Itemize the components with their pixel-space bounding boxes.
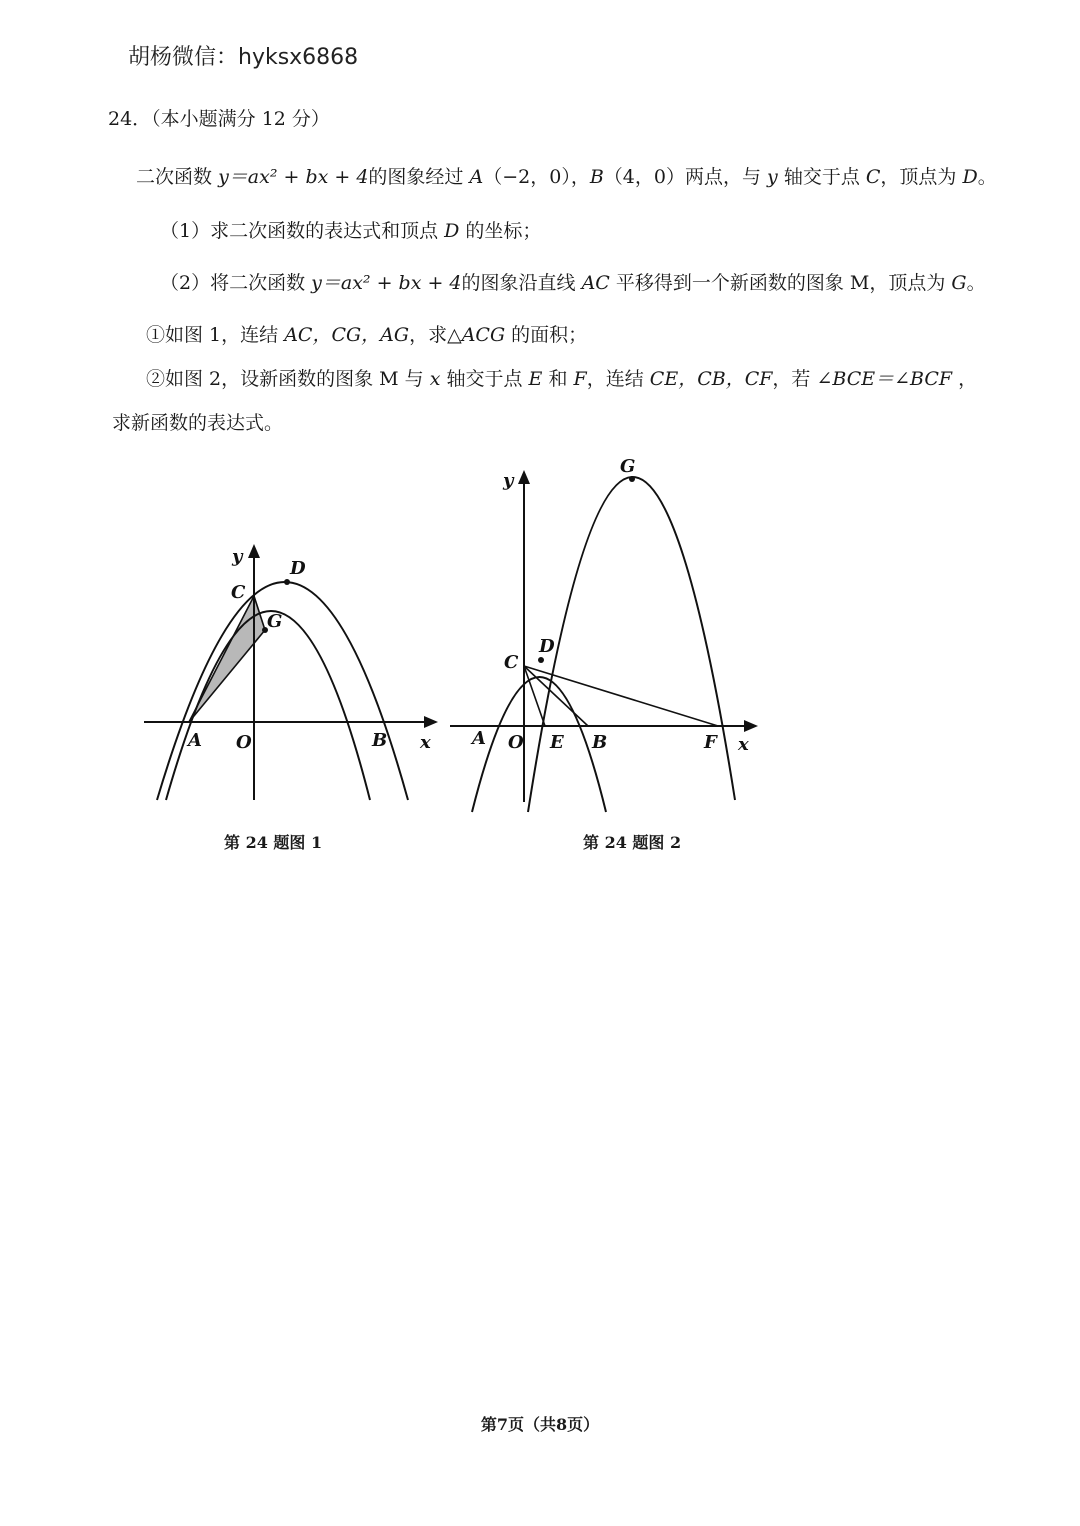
stem-text-1: 二次函数 — [136, 166, 213, 188]
stem-text-4: ，顶点为 — [880, 166, 957, 188]
sub-2-segments: CE，CB，CF — [649, 368, 773, 390]
sub-2-text-2: 轴交于点 — [446, 368, 523, 390]
fig1-parabola-original — [157, 582, 408, 800]
stem-text-3: 轴交于点 — [783, 166, 860, 188]
part-2-point-g: G — [951, 272, 967, 294]
fig1-label-a: A — [188, 730, 202, 751]
point-c-label: C — [865, 166, 881, 188]
sub-2-text-1: ②如图 2，设新函数的图象 M 与 — [146, 368, 424, 390]
fig2-label-y: y — [503, 470, 514, 491]
part-2-text-1: （2）将二次函数 — [160, 272, 306, 294]
fig1-label-b: B — [372, 730, 388, 751]
fig2-label-d: D — [539, 636, 555, 657]
fig1-segment-ac — [189, 596, 254, 722]
point-a-coords: （−2，0）， — [483, 166, 590, 188]
part-1-text-1: （1）求二次函数的表达式和顶点 — [160, 220, 439, 242]
figure-1-caption: 第 24 题图 1 — [224, 833, 323, 852]
sub-2-text-5: ，若 — [772, 368, 811, 390]
part-1-text-2: 的坐标； — [465, 220, 542, 242]
fig1-x-arrow — [424, 716, 438, 728]
point-d-label: D — [962, 166, 978, 188]
sub-2-text-4: ，连结 — [586, 368, 644, 390]
fig2-parabola-m — [528, 477, 735, 812]
sub-1-segments: AC，CG，AG — [284, 324, 410, 346]
fig2-label-g: G — [620, 456, 636, 477]
stem-text-5: 。 — [977, 166, 997, 188]
stem-text-2: 的图象经过 — [368, 166, 464, 188]
sub-2-angle-condition: ∠BCE＝∠BCF — [816, 368, 953, 390]
stem-equation: y＝ax² + bx + 4 — [218, 166, 369, 188]
fig2-vertex-d-dot — [538, 657, 544, 663]
fig2-label-o: O — [508, 732, 524, 753]
question-stem — [136, 162, 997, 189]
watermark-header: 胡杨微信：hyksx6868 — [128, 45, 359, 70]
part-2-text-2: 的图象沿直线 — [461, 272, 576, 294]
fig2-segment-cf — [524, 666, 718, 726]
sub-2-text-6: ， — [958, 368, 978, 390]
part-2 — [160, 268, 986, 295]
y-axis-symbol: y — [767, 166, 778, 188]
part-1 — [160, 216, 541, 243]
sub-2-point-e: E — [528, 368, 543, 390]
point-b-label: B — [589, 166, 604, 188]
fig1-label-g: G — [267, 611, 283, 632]
sub-question-2-continued: 求新函数的表达式。 — [112, 412, 284, 434]
part-2-line-ac: AC — [581, 272, 610, 294]
sub-2-text-3: 和 — [548, 368, 568, 390]
fig2-label-c: C — [504, 652, 519, 673]
fig1-label-y: y — [232, 546, 243, 567]
part-2-text-4: 。 — [966, 272, 986, 294]
fig2-label-e: E — [550, 732, 564, 753]
figure-2 — [440, 455, 770, 820]
fig2-segment-cb — [524, 666, 588, 726]
sub-1-text-1: ①如图 1，连结 — [146, 324, 279, 346]
figure-2-caption: 第 24 题图 2 — [583, 833, 682, 852]
fig2-label-x: x — [738, 734, 749, 755]
fig2-label-b: B — [592, 732, 608, 753]
fig2-label-f: F — [704, 732, 717, 753]
part-2-equation: y＝ax² + bx + 4 — [311, 272, 462, 294]
fig1-label-d: D — [290, 558, 306, 579]
part-1-point-d: D — [444, 220, 460, 242]
figure-1 — [130, 535, 450, 815]
fig1-vertex-d-dot — [284, 579, 290, 585]
fig1-y-arrow — [248, 544, 260, 558]
fig1-label-c: C — [231, 582, 246, 603]
sub-2-point-f: F — [573, 368, 587, 390]
fig1-parabola-m — [166, 611, 370, 800]
sub-1-text-3: 的面积； — [511, 324, 588, 346]
fig2-x-arrow — [744, 720, 758, 732]
sub-question-2 — [146, 364, 977, 391]
page-number: 第7页（共8页） — [480, 1415, 600, 1434]
fig2-label-a: A — [472, 728, 486, 749]
part-2-text-3: 平移得到一个新函数的图象 M，顶点为 — [615, 272, 946, 294]
sub-1-triangle: ACG — [461, 324, 506, 346]
sub-2-x-symbol: x — [429, 368, 441, 390]
question-title: 24．（本小题满分 12 分） — [108, 108, 330, 130]
fig1-label-o: O — [236, 732, 252, 753]
sub-1-text-2: ，求△ — [409, 324, 462, 346]
sub-question-1 — [146, 320, 587, 347]
fig2-y-arrow — [518, 470, 530, 484]
fig1-label-x: x — [420, 732, 431, 753]
point-b-coords: （4，0）两点，与 — [603, 166, 761, 188]
point-a-label: A — [469, 166, 484, 188]
